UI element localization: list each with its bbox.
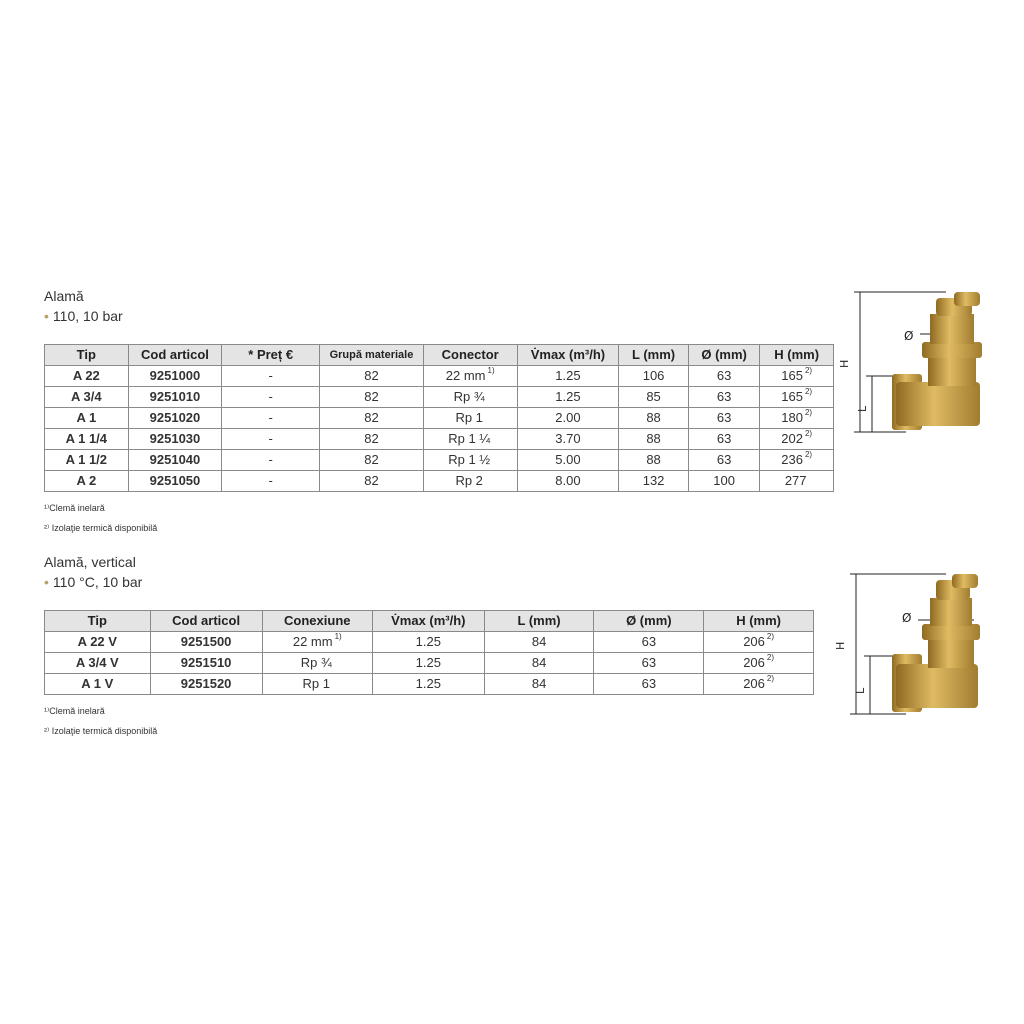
cell-pret: - — [222, 387, 320, 408]
cell-vmax: 1.25 — [517, 387, 619, 408]
col-header: Conexiune — [262, 611, 372, 632]
cell-conexiune: Rp ¾ — [262, 653, 372, 674]
col-header: H (mm) — [704, 611, 814, 632]
cell-d: 63 — [688, 387, 760, 408]
cell-cod: 9251040 — [128, 450, 222, 471]
footnotes — [44, 498, 844, 538]
cell-grupa: 82 — [320, 471, 424, 492]
cell-h: 277 — [760, 471, 834, 492]
table-row — [45, 366, 834, 387]
cell-cod: 9251010 — [128, 387, 222, 408]
cell-conector: Rp ¾ — [423, 387, 517, 408]
subtitle-text: 110, 10 bar — [52, 308, 123, 324]
table-row — [45, 471, 834, 492]
height-label: H — [834, 641, 847, 650]
section-subtitle — [44, 572, 844, 592]
section-brass — [44, 286, 844, 538]
cell-cod: 9251050 — [128, 471, 222, 492]
cell-conexiune: 22 mm $^{1)}$ — [262, 632, 372, 653]
cell-vmax: 5.00 — [517, 450, 619, 471]
cell-conector: Rp 2 — [423, 471, 517, 492]
cell-tip: A 2 — [45, 471, 129, 492]
cell-d: 100 — [688, 471, 760, 492]
cell-d: 63 — [594, 674, 704, 695]
cell-tip: A 22 V — [45, 632, 151, 653]
cell-cod: 9251030 — [128, 429, 222, 450]
product-table-2 — [44, 610, 814, 695]
cell-l: 85 — [619, 387, 689, 408]
cell-conector: 22 mm $^{1)}$ — [423, 366, 517, 387]
cell-h: 206 $^{2)}$ — [704, 632, 814, 653]
cell-conector: Rp 1 ½ — [423, 450, 517, 471]
table-row — [45, 408, 834, 429]
cell-pret: - — [222, 408, 320, 429]
col-header: Ø (mm) — [688, 345, 760, 366]
cell-d: 63 — [594, 632, 704, 653]
cell-l: 106 — [619, 366, 689, 387]
cell-cod: 9251000 — [128, 366, 222, 387]
cell-h: 236 $^{2)}$ — [760, 450, 834, 471]
table-row — [45, 674, 814, 695]
cell-conector: Rp 1 ¼ — [423, 429, 517, 450]
cell-grupa: 82 — [320, 387, 424, 408]
cell-h: 180 $^{2)}$ — [760, 408, 834, 429]
cell-vmax: 1.25 — [372, 653, 484, 674]
cell-l: 132 — [619, 471, 689, 492]
cell-d: 63 — [688, 366, 760, 387]
product-drawing-1 — [836, 284, 986, 440]
col-header: Cod articol — [150, 611, 262, 632]
cell-cod: 9251020 — [128, 408, 222, 429]
cell-vmax: 3.70 — [517, 429, 619, 450]
section-brass-vertical — [44, 552, 844, 741]
footnote: ²⁾ Izolaţie termică disponibilă — [44, 523, 158, 533]
table-row — [45, 450, 834, 471]
table-header-row — [45, 611, 814, 632]
product-body — [892, 292, 982, 430]
cell-vmax: 1.25 — [372, 632, 484, 653]
table-row — [45, 429, 834, 450]
col-header: H (mm) — [760, 345, 834, 366]
col-header: V̇max (m³/h) — [517, 345, 619, 366]
bullet-icon: • — [44, 574, 49, 590]
cell-tip: A 1 V — [45, 674, 151, 695]
table-row — [45, 387, 834, 408]
cell-h: 206 $^{2)}$ — [704, 653, 814, 674]
cell-grupa: 82 — [320, 408, 424, 429]
cell-grupa: 82 — [320, 429, 424, 450]
cell-d: 63 — [688, 450, 760, 471]
cell-tip: A 3/4 V — [45, 653, 151, 674]
product-drawing-2 — [836, 568, 986, 720]
cell-d: 63 — [594, 653, 704, 674]
col-header: V̇max (m³/h) — [372, 611, 484, 632]
table-header-row — [45, 345, 834, 366]
cell-tip: A 22 — [45, 366, 129, 387]
cell-pret: - — [222, 450, 320, 471]
cell-pret: - — [222, 366, 320, 387]
cell-l: 84 — [484, 674, 594, 695]
diameter-label: Ø — [904, 329, 914, 343]
cell-d: 63 — [688, 429, 760, 450]
section-subtitle — [44, 306, 844, 326]
bullet-icon: • — [44, 308, 49, 324]
cell-h: 165 $^{2)}$ — [760, 366, 834, 387]
cell-tip: A 3/4 — [45, 387, 129, 408]
product-table-1 — [44, 344, 834, 492]
cell-tip: A 1 1/4 — [45, 429, 129, 450]
cell-vmax: 1.25 — [517, 366, 619, 387]
col-header: Cod articol — [128, 345, 222, 366]
cell-l: 88 — [619, 408, 689, 429]
cell-vmax: 8.00 — [517, 471, 619, 492]
cell-pret: - — [222, 429, 320, 450]
cell-l: 88 — [619, 429, 689, 450]
diameter-label: Ø — [902, 611, 912, 625]
col-header: Grupă materiale — [320, 345, 424, 366]
cell-grupa: 82 — [320, 450, 424, 471]
col-header: Conector — [423, 345, 517, 366]
cell-conexiune: Rp 1 — [262, 674, 372, 695]
length-label: L — [854, 687, 867, 694]
footnote: ²⁾ Izolaţie termică disponibilă — [44, 726, 158, 736]
cell-tip: A 1 — [45, 408, 129, 429]
cell-h: 202 $^{2)}$ — [760, 429, 834, 450]
length-label: L — [856, 405, 869, 412]
section-title: Alamă — [44, 288, 84, 304]
cell-pret: - — [222, 471, 320, 492]
col-header: L (mm) — [619, 345, 689, 366]
cell-tip: A 1 1/2 — [45, 450, 129, 471]
footnote: ¹⁾Clemă inelară — [44, 503, 105, 513]
height-label: H — [838, 359, 851, 368]
cell-l: 88 — [619, 450, 689, 471]
col-header: Ø (mm) — [594, 611, 704, 632]
section-title: Alamă, vertical — [44, 554, 136, 570]
cell-cod: 9251500 — [150, 632, 262, 653]
cell-l: 84 — [484, 632, 594, 653]
cell-cod: 9251510 — [150, 653, 262, 674]
footnote: ¹⁾Clemă inelară — [44, 706, 105, 716]
table-row — [45, 653, 814, 674]
cell-conector: Rp 1 — [423, 408, 517, 429]
subtitle-text: 110 °C, 10 bar — [52, 574, 143, 590]
cell-grupa: 82 — [320, 366, 424, 387]
cell-vmax: 1.25 — [372, 674, 484, 695]
cell-l: 84 — [484, 653, 594, 674]
col-header: L (mm) — [484, 611, 594, 632]
cell-h: 165 $^{2)}$ — [760, 387, 834, 408]
cell-vmax: 2.00 — [517, 408, 619, 429]
cell-d: 63 — [688, 408, 760, 429]
cell-h: 206 $^{2)}$ — [704, 674, 814, 695]
col-header: * Preț € — [222, 345, 320, 366]
cell-cod: 9251520 — [150, 674, 262, 695]
col-header: Tip — [45, 345, 129, 366]
col-header: Tip — [45, 611, 151, 632]
table-row — [45, 632, 814, 653]
footnotes — [44, 701, 844, 741]
product-body — [892, 574, 980, 712]
